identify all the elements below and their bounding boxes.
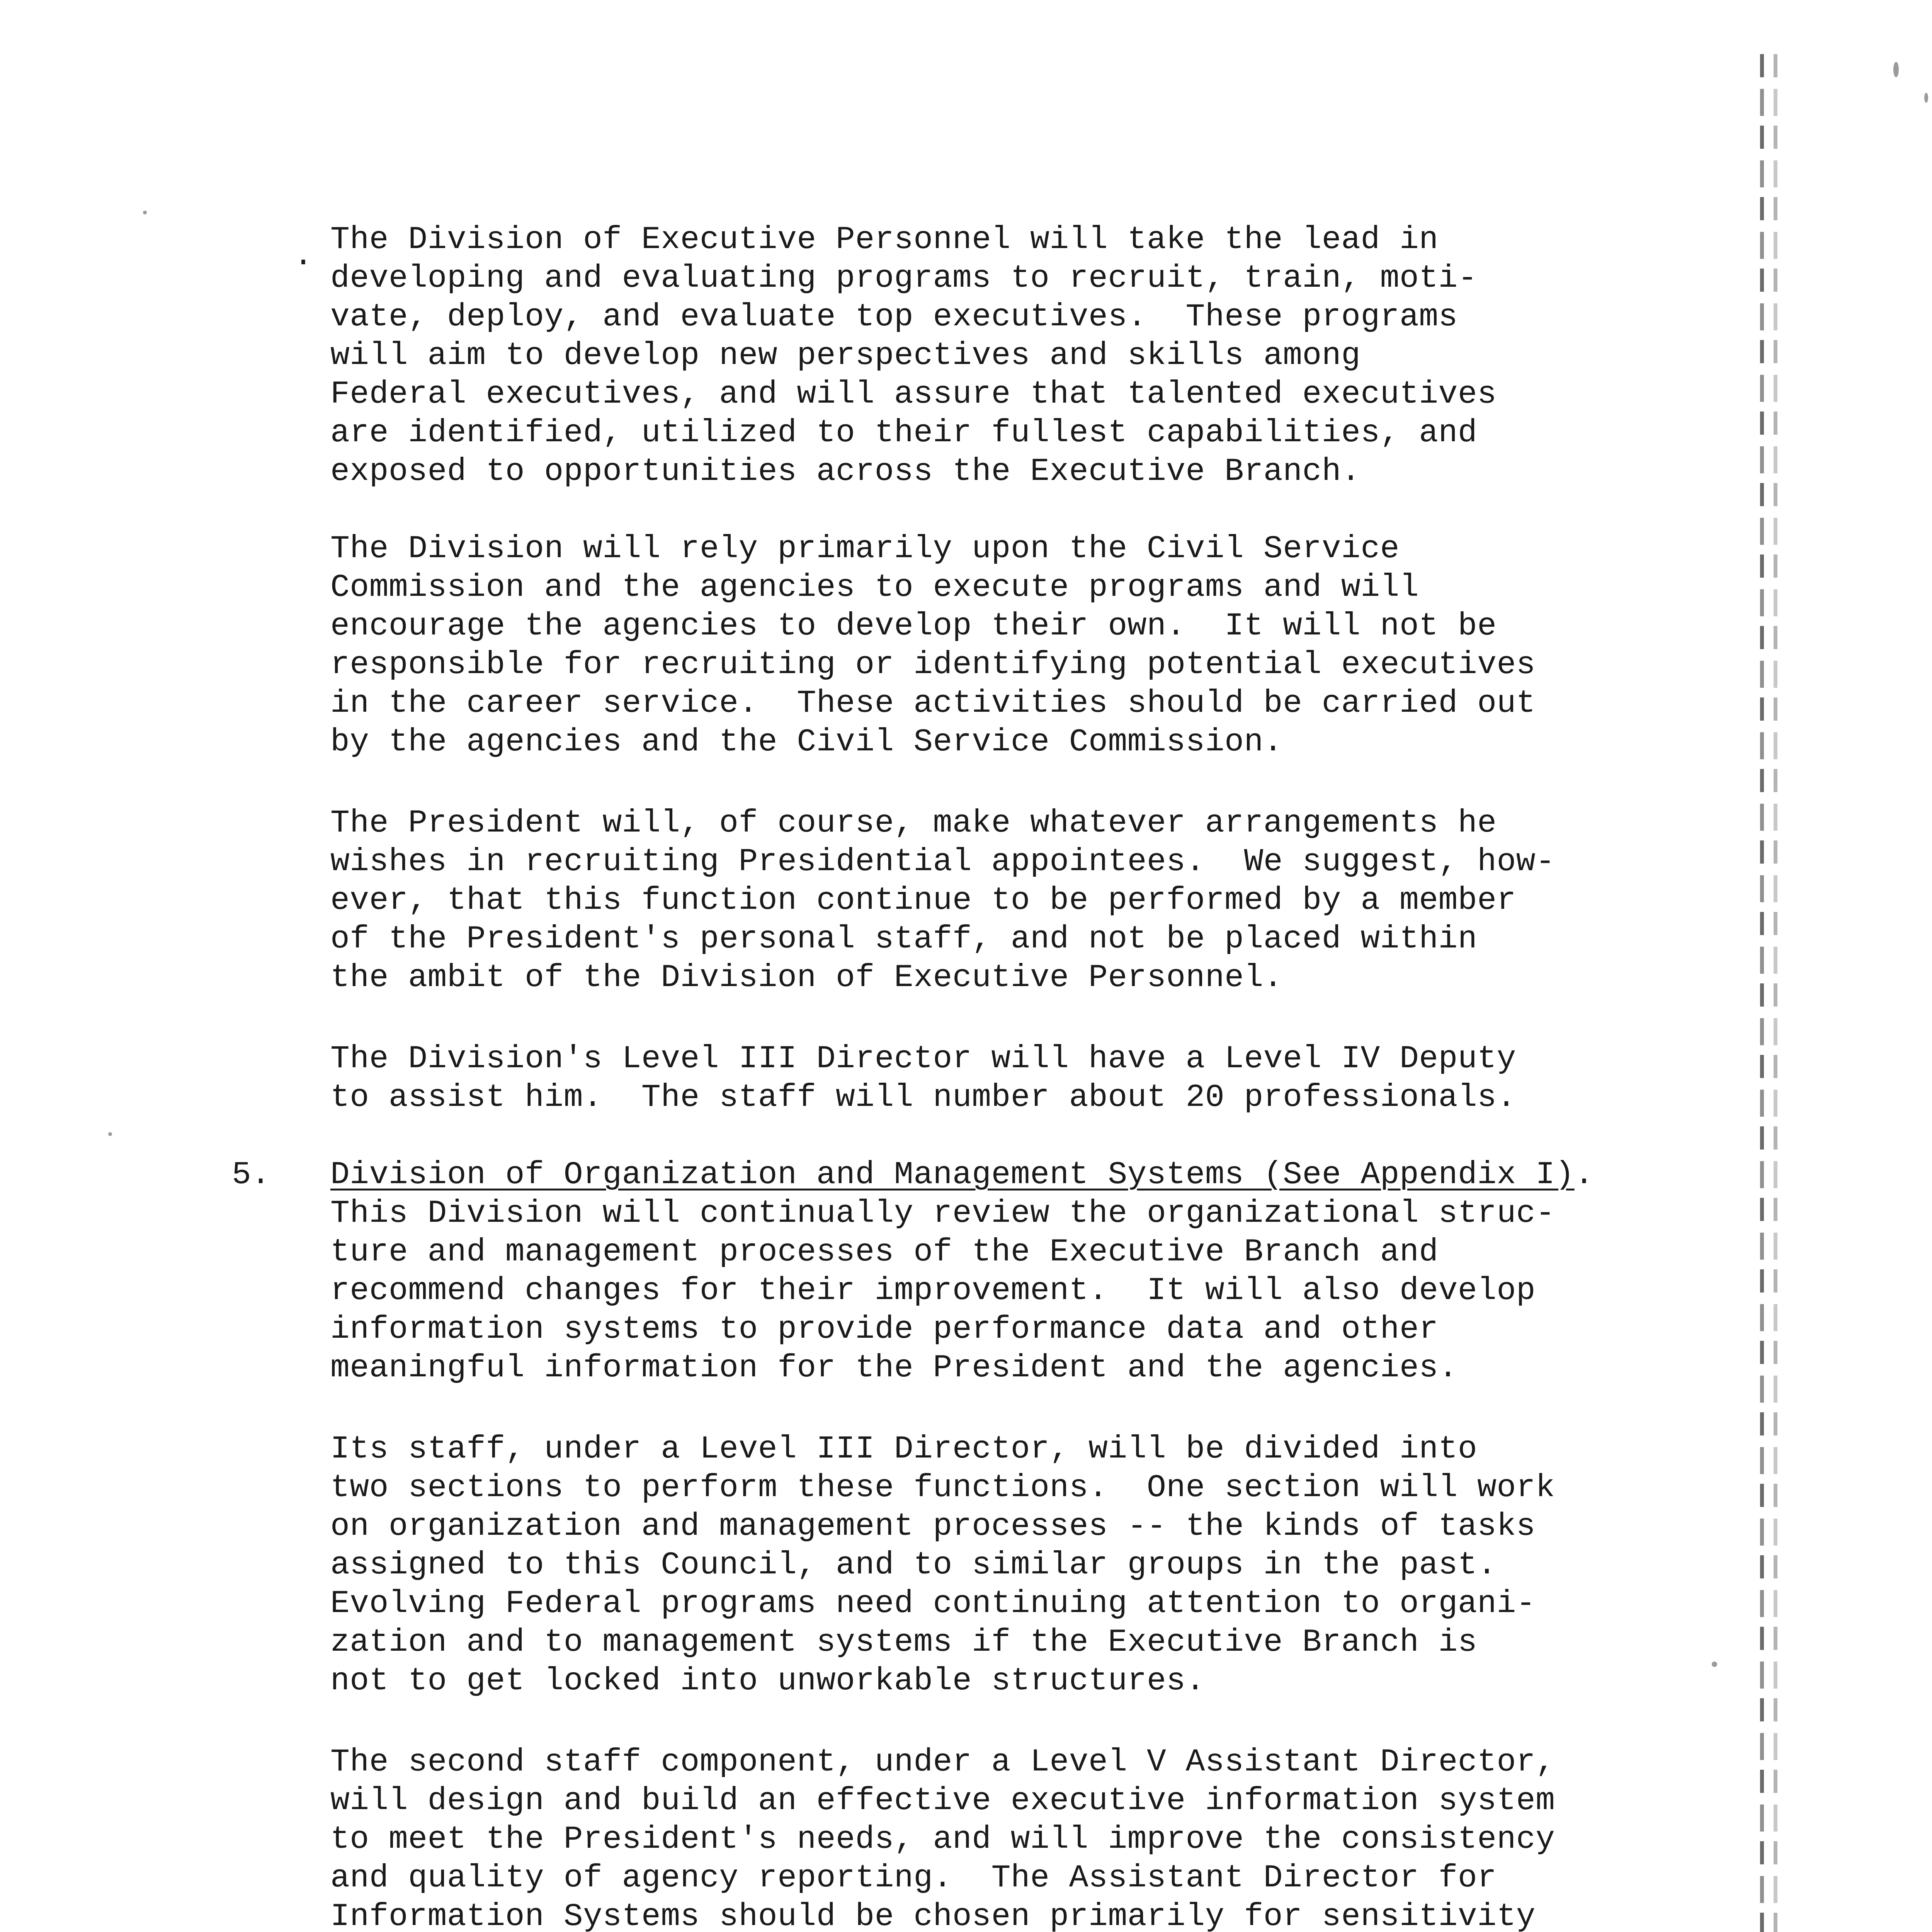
body-line: The Division of Executive Personnel will take the lead in — [330, 221, 1439, 258]
body-line: encourage the agencies to develop their own. It will not be — [330, 608, 1497, 644]
scan-edge-line — [1774, 54, 1777, 1932]
scan-speck — [1924, 93, 1928, 103]
body-line: Commission and the agencies to execute programs and will — [330, 569, 1419, 605]
body-line: by the agencies and the Civil Service Commission. — [330, 724, 1283, 760]
body-line: Federal executives, and will assure that talented executives — [330, 376, 1497, 412]
body-line: ture and management processes of the Executive Branch and — [330, 1234, 1439, 1270]
body-line: Evolving Federal programs need continuing attention to organi- — [330, 1585, 1536, 1622]
body-line: the ambit of the Division of Executive Personnel. — [330, 959, 1283, 996]
item-heading-row — [330, 1155, 1594, 1194]
body-line: recommend changes for their improvement. It will also develop — [330, 1272, 1536, 1309]
body-line: wishes in recruiting Presidential appointees. We suggest, how- — [330, 844, 1555, 880]
scan-speck — [108, 1132, 112, 1136]
body-line: will design and build an effective executive information system — [330, 1782, 1555, 1819]
scan-speck — [1712, 1662, 1717, 1667]
scan-speck — [1893, 62, 1899, 77]
body-line: of the President's personal staff, and not be placed within — [330, 921, 1478, 957]
stray-mark: . — [294, 238, 313, 274]
item-heading-period: . — [1574, 1156, 1594, 1193]
body-line: developing and evaluating programs to recruit, train, moti- — [330, 260, 1478, 296]
body-line: vate, deploy, and evaluate top executives. These programs — [330, 299, 1458, 335]
body-line: responsible for recruiting or identifying potential executives — [330, 646, 1536, 683]
body-line: not to get locked into unworkable structures. — [330, 1663, 1205, 1699]
body-line: Information Systems should be chosen primarily for sensitivity — [330, 1898, 1536, 1932]
body-line: information systems to provide performance data and other — [330, 1311, 1439, 1347]
scan-speck — [143, 211, 147, 214]
body-line: ever, that this function continue to be performed by a member — [330, 882, 1516, 918]
body-line: zation and to management systems if the Executive Branch is — [330, 1624, 1478, 1660]
body-line: meaningful information for the President and the agencies. — [330, 1350, 1458, 1386]
body-line: are identified, utilized to their fullest capabilities, and — [330, 415, 1478, 451]
body-line: in the career service. These activities should be carried out — [330, 685, 1536, 721]
body-line: will aim to develop new perspectives and skills among — [330, 337, 1361, 374]
body-line: The President will, of course, make whatever arrangements he — [330, 805, 1497, 841]
body-line: The Division will rely primarily upon the Civil Service — [330, 531, 1400, 567]
body-line: to assist him. The staff will number about 20 professionals. — [330, 1079, 1516, 1116]
scan-edge-line — [1760, 54, 1764, 1932]
item-heading: Division of Organization and Management Systems (See Appendix I) — [330, 1156, 1575, 1193]
body-line: The second staff component, under a Level V Assistant Director, — [330, 1744, 1555, 1780]
body-line: exposed to opportunities across the Executive Branch. — [330, 453, 1361, 490]
body-line: The Division's Level III Director will have a Level IV Deputy — [330, 1041, 1516, 1077]
body-line: to meet the President's needs, and will improve the consistency — [330, 1821, 1555, 1857]
body-line: This Division will continually review the organizational struc- — [330, 1195, 1555, 1231]
body-line: two sections to perform these functions. One section will work — [330, 1469, 1555, 1506]
item-number: 5. — [232, 1156, 270, 1193]
body-line: and quality of agency reporting. The Assistant Director for — [330, 1860, 1497, 1896]
body-line: on organization and management processes -- the kinds of tasks — [330, 1508, 1536, 1544]
body-line: Its staff, under a Level III Director, will be divided into — [330, 1431, 1478, 1467]
body-line: assigned to this Council, and to similar groups in the past. — [330, 1547, 1497, 1583]
